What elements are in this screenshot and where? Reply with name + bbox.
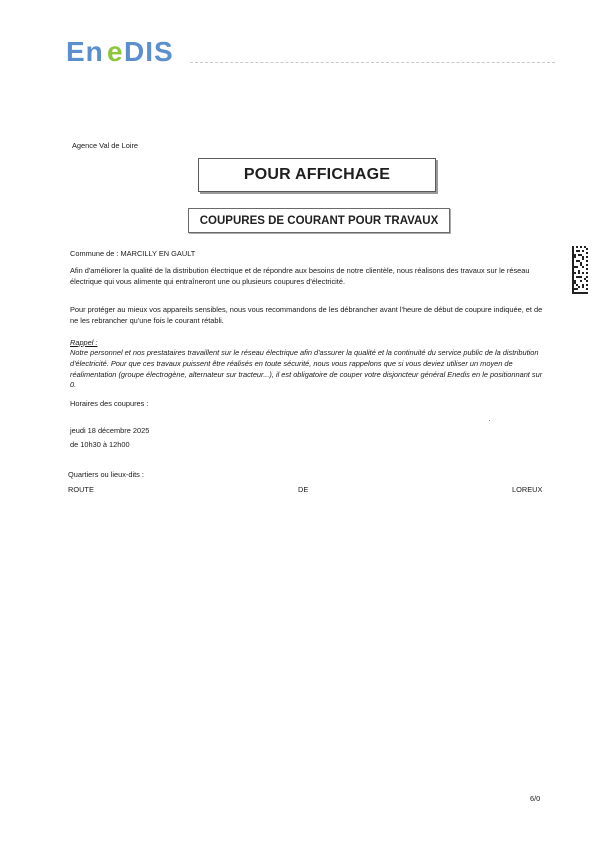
rappel-text: Notre personnel et nos prestataires travaillent sur le réseau électrique afin d'assurer la qualité et la continuité du service public de la distribution d'électricité. Pour que ces travaux puissent être réalisés en toute sécurité, nous vous rappelons que si vous deviez utiliser un moyen de réalimentation (groupe électrogène, alternateur sur tracteur...), il est obligatoire de couper votre disjoncteur général Enedis en le positionnant sur 0.	[70, 348, 543, 390]
svg-text:DIS: DIS	[124, 36, 174, 66]
notice-title-box	[198, 158, 436, 192]
svg-text:e: e	[107, 36, 123, 66]
svg-text:En: En	[66, 36, 104, 66]
location-col-2: DE	[298, 485, 309, 494]
notice-subtitle: COUPURES DE COURANT POUR TRAVAUX	[199, 214, 439, 227]
schedule-heading: Horaires des coupures :	[70, 399, 149, 408]
enedis-logo-graphic	[66, 36, 184, 66]
page-number: 6/0	[530, 794, 541, 803]
outage-time: de 10h30 à 12h00	[70, 440, 130, 449]
intro-paragraph: Afin d'améliorer la qualité de la distribution électrique et de répondre aux besoins de notre clientèle, nous réalisons des travaux sur le réseau électrique qui vous alimente qui entraîneront une ou plusieurs coupures d'électricité.	[70, 266, 530, 286]
qr-code-graphic	[572, 246, 588, 294]
outage-date: jeudi 18 décembre 2025	[70, 426, 150, 435]
commune-line: Commune de : MARCILLY EN GAULT	[70, 249, 196, 258]
enedis-logo	[66, 36, 184, 66]
scan-speck	[489, 420, 490, 421]
notice-title: POUR AFFICHAGE	[243, 166, 391, 183]
agency-name: Agence Val de Loire	[72, 141, 139, 150]
advice-paragraph: Pour protéger au mieux vos appareils sensibles, nous vous recommandons de les débrancher avant l'heure de début de coupure indiquée, et de ne les rebrancher qu'une fois le courant rétabli.	[70, 305, 543, 325]
location-col-1: ROUTE	[68, 485, 94, 494]
qr-code	[572, 246, 588, 294]
location-col-3: LOREUX	[512, 485, 543, 494]
locations-heading: Quartiers ou lieux-dits :	[68, 470, 144, 479]
notice-subtitle-box	[188, 208, 450, 233]
rappel-title: Rappel :	[70, 338, 98, 347]
header-divider	[190, 62, 555, 64]
